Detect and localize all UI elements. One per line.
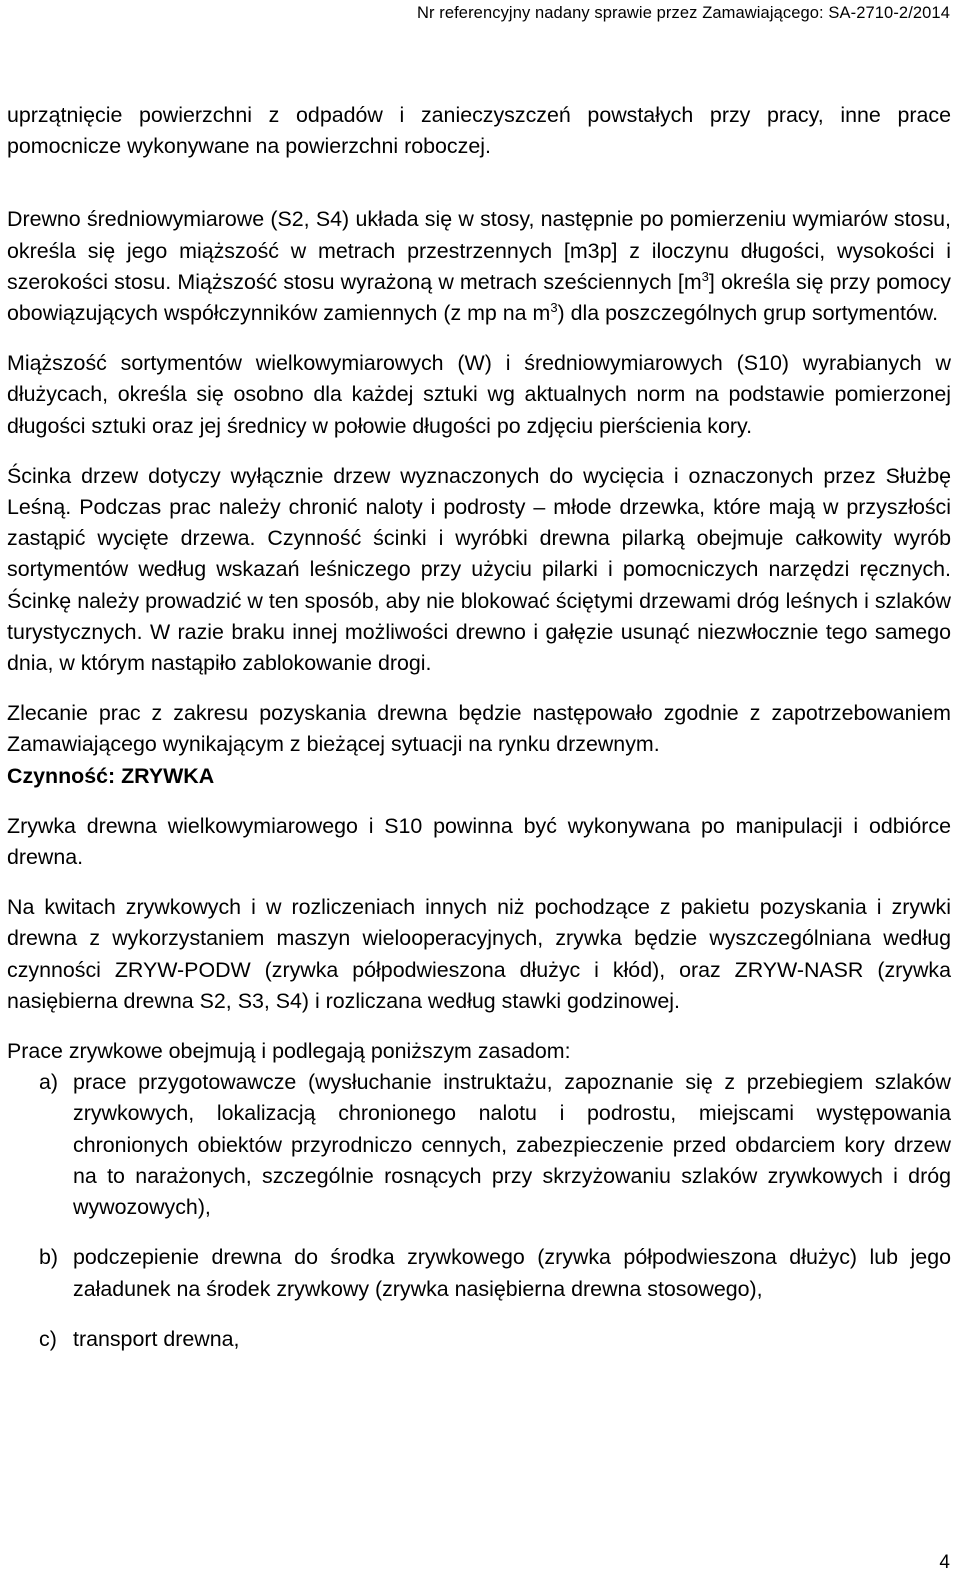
skidding-rules-list [7, 1067, 951, 1355]
superscript-cubic-1: 3 [701, 268, 709, 284]
paragraph-stacking-wood-text-2: ] określa się przy pomocy obowiązujących współczynników zamiennych (z mp na m [7, 269, 951, 326]
section-heading-zrywka: Czynność: ZRYWKA [7, 763, 215, 788]
paragraph-volume-measurement: Miąższość sortymentów wielkowymiarowych (W) i średniowymiarowych (S10) wyrabianych w dłużycach, określa się osobno dla każdej sztuki wg aktualnych norm na podstawie pomierzonej długości sztuki oraz jej średnicy w połowie długości po zdjęciu pierścienia kory. [7, 351, 951, 438]
paragraph-skidding-rules-intro: Prace zrywkowe obejmują i podlegają poniższym zasadom: [7, 1039, 571, 1064]
paragraph-stacking-wood-text-1: Drewno średniowymiarowe (S2, S4) układa się w stosy, następnie po pomierzeniu wymiarów stosu, określa się jego miąższość w metrach przestrzennych [m3p] z iloczynu długości, wysokości i szerokości stosu. Miąższość stosu wyrażoną w metrach sześciennych [m [7, 207, 951, 294]
document-body [7, 100, 951, 1355]
list-item [7, 1242, 951, 1304]
list-item-text: prace przygotowawcze (wysłuchanie instruktażu, zapoznanie się z przebiegiem szlaków zrywkowych, lokalizacją chronionego nalotu i podrostu, miejscami występowania chronionych obiektów przyrodniczo cennych, zabezpieczenie przed obdarciem kory drzew na to narażonych, szczególnie rosnących przy skrzyżowaniu szlaków zrywkowych i dróg wywozowych), [73, 1070, 951, 1220]
list-item-text: podczepienie drewna do środka zrywkowego (zrywka półpodwieszona dłużyc) lub jego załadunek na środek zrywkowy (zrywka nasiębierna drewna stosowego), [73, 1245, 951, 1301]
list-marker: b) [39, 1245, 59, 1270]
paragraph-stacking-wood [7, 204, 951, 329]
list-item [7, 1067, 951, 1223]
paragraph-stacking-wood-text-3: ) dla poszczególnych grup sortymentów. [557, 301, 939, 326]
superscript-cubic-2: 3 [550, 300, 558, 316]
list-item-text: transport drewna, [73, 1326, 240, 1351]
page-number: 4 [939, 1552, 950, 1573]
document-reference-header: Nr referencyjny nadany sprawie przez Zamawiającego: SA-2710-2/2014 [416, 4, 950, 22]
list-marker: c) [39, 1326, 57, 1351]
list-marker: a) [39, 1070, 59, 1095]
paragraph-skidding-timing: Zrywka drewna wielkowymiarowego i S10 powinna być wykonywana po manipulacji i odbiórce drewna. [7, 813, 951, 870]
list-item [7, 1324, 951, 1355]
paragraph-felling: Ścinka drzew dotyczy wyłącznie drzew wyznaczonych do wycięcia i oznaczonych przez Służbę Leśną. Podczas prac należy chronić naloty i podrosty – młode drzewka, które mają w przyszłości zastąpić wycięte drzewa. Czynność ścinki i wyróbki drewna pilarką obejmuje całkowity wyrób sortymentów według wskazań leśniczego przy użyciu pilarki i pomocniczych narzędzi ręcznych. Ścinkę należy prowadzić w ten sposób, aby nie blokować ściętymi drzewami dróg leśnych i szlaków turystycznych. W razie braku innej możliwości drewno i gałęzie usunąć niezwłocznie tego samego dnia, w którym nastąpiło zablokowanie drogi. [7, 463, 951, 676]
paragraph-cleanup: uprzątnięcie powierzchni z odpadów i zanieczyszczeń powstałych przy pracy, inne prace pomocnicze wykonywane na powierzchni roboczej. [7, 103, 951, 159]
paragraph-ordering: Zlecanie prac z zakresu pozyskania drewna będzie następowało zgodnie z zapotrzebowaniem Zamawiającego wynikającym z bieżącej sytuacji na rynku drzewnym. [7, 701, 951, 757]
paragraph-skidding-settlement: Na kwitach zrywkowych i w rozliczeniach innych niż pochodzące z pakietu pozyskania i zrywki drewna z wykorzystaniem maszyn wielooperacyjnych, zrywka będzie wyszczególniana według czynności ZRYW-PODW (zrywka półpodwieszona dłużyc i kłód), oraz ZRYW-NASR (zrywka nasiębierna drewna S2, S3, S4) i rozliczana według stawki godzinowej. [7, 895, 951, 1013]
